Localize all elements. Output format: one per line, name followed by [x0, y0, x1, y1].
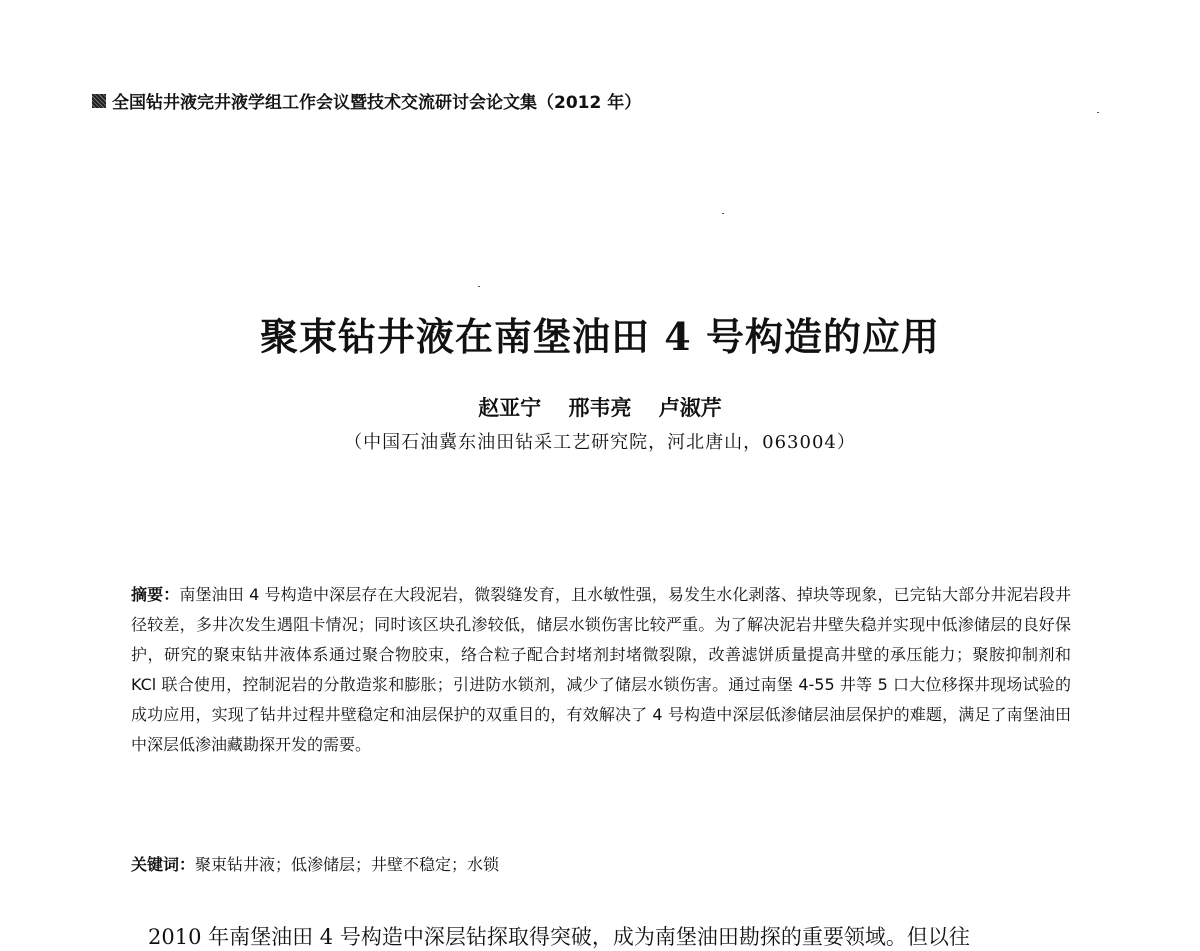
running-header-text: 全国钻井液完井液学组工作会议暨技术交流研讨会论文集（2012 年） — [112, 93, 642, 113]
scan-speck — [722, 213, 724, 214]
paper-title: 聚束钻井液在南堡油田 4 号构造的应用 — [260, 314, 940, 359]
abstract-label: 摘要： — [131, 585, 180, 604]
authors: 赵亚宁 邢韦亮 卢淑芹 — [478, 395, 722, 420]
header-marker-icon — [92, 94, 106, 108]
scan-speck — [478, 286, 480, 287]
keywords — [131, 850, 1071, 880]
scan-speck — [1097, 112, 1099, 113]
body-text-first-line: 2010 年南堡油田 4 号构造中深层钻探取得突破，成为南堡油田勘探的重要领域。但以往 — [148, 925, 970, 949]
affiliation: （中国石油冀东油田钻采工艺研究院，河北唐山，063004） — [344, 432, 856, 453]
running-header — [92, 88, 641, 113]
keywords-label: 关键词： — [131, 855, 196, 874]
abstract — [131, 580, 1071, 760]
abstract-text: 南堡油田 4 号构造中深层存在大段泥岩，微裂缝发育，且水敏性强，易发生水化剥落、掉块等现象，已完钻大部分井泥岩段井径较差，多井次发生遇阻卡情况；同时该区块孔渗较低，储层水锁伤害比较严重。为了解决泥岩井壁失稳并实现中低渗储层的良好保护，研究的聚束钻井液体系通过聚合物胶束，络合粒子配合封堵剂封堵微裂隙，改善滤饼质量提高井壁的承压能力；聚胺抑制剂和 KCl 联合使用，控制泥岩的分散造浆和膨胀；引进防水锁剂，减少了储层水锁伤害。通过南堡 4-55 井等 5 口大位移探井现场试验的成功应用，实现了钻井过程井壁稳定和油层保护的双重目的，有效解决了 4 号构造中深层低渗储层油层保护的难题，满足了南堡油田中深层低渗油藏勘探开发的需要。 — [131, 585, 1071, 754]
keywords-text: 聚束钻井液；低渗储层；井壁不稳定；水锁 — [195, 855, 500, 874]
